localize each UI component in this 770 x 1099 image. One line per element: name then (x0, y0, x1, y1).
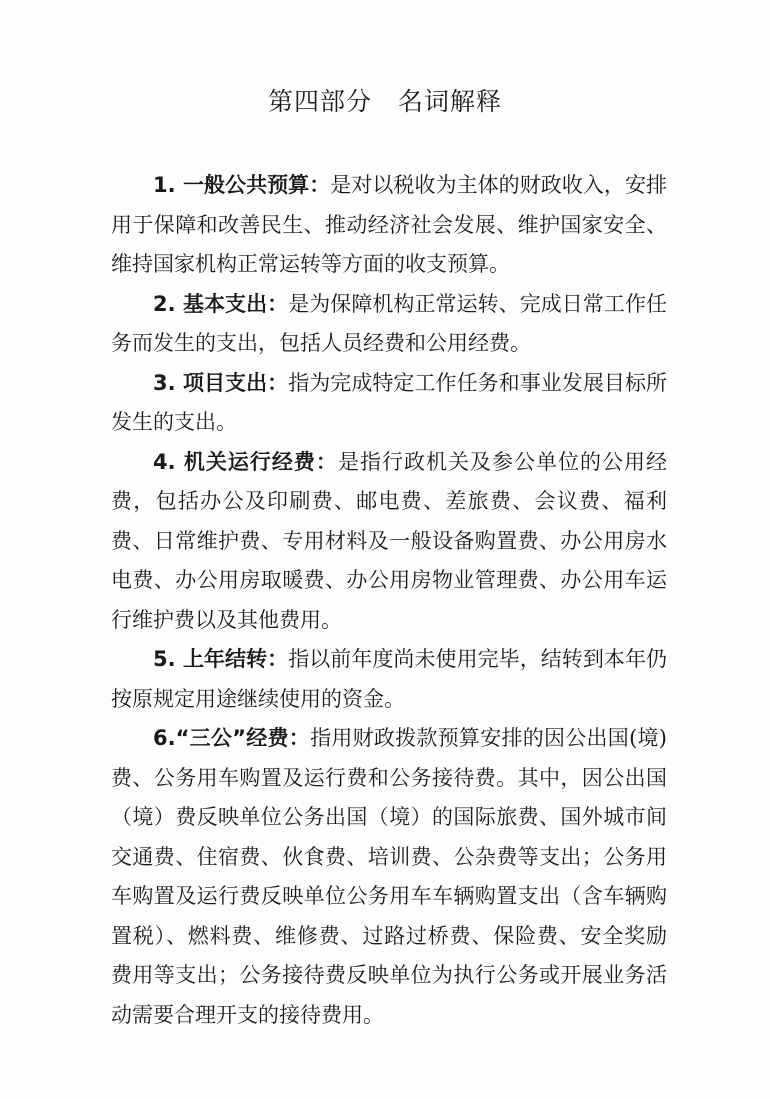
term-definition: 指为完成特定工作任务和事业发展目标所发生的支出。 (111, 370, 667, 434)
paragraph-prior-year-carryover (111, 640, 667, 719)
paragraph-project-expenditure (111, 364, 667, 443)
term-label: 5. 上年结转： (153, 647, 289, 671)
paragraph-general-public-budget (111, 166, 667, 285)
term-definition: 指以前年度尚未使用完毕，结转到本年仍按原规定用途继续使用的资金。 (111, 647, 667, 711)
term-definition: 是指行政机关及参公单位的公用经费，包括办公及印刷费、邮电费、差旅费、会议费、福利费、日常维护费、专用材料及一般设备购置费、办公用房水电费、办公用房取暖费、办公用房物业管理费、办公用车运行维护费以及其他费用。 (111, 449, 667, 632)
paragraph-operating-expenses (111, 443, 667, 641)
paragraph-three-public-expenses (111, 719, 667, 1035)
page-title: 第四部分 名词解释 (267, 87, 502, 116)
term-label: 3. 项目支出： (153, 370, 289, 395)
term-label: 1. 一般公共预算： (153, 173, 331, 197)
term-definition: 是对以税收为主体的财政收入，安排用于保障和改善民生、推动经济社会发展、维护国家安全、维持国家机构正常运转等方面的收支预算。 (111, 173, 667, 276)
paragraph-basic-expenditure (111, 285, 667, 364)
term-definition: 指用财政拨款预算安排的因公出国(境)费、公务用车购置及运行费和公务接待费。其中，因公出国（境）费反映单位公务出国（境）的国际旅费、国外城市间交通费、住宿费、伙食费、培训费、公杂费等支出；公务用车购置及运行费反映单位公务用车车辆购置支出（含车辆购置税）、燃料费、维修费、过路过桥费、保险费、安全奖励费用等支出；公务接待费反映单位为执行公务或开展业务活动需要合理开支的接待费用。 (111, 726, 667, 1027)
term-label: 4. 机关运行经费： (153, 449, 338, 474)
term-label: 6.“三公”经费： (153, 726, 311, 750)
term-label: 2. 基本支出： (153, 291, 289, 316)
term-definition: 是为保障机构正常运转、完成日常工作任务而发生的支出，包括人员经费和公用经费。 (111, 291, 667, 355)
document-body (111, 166, 667, 1035)
